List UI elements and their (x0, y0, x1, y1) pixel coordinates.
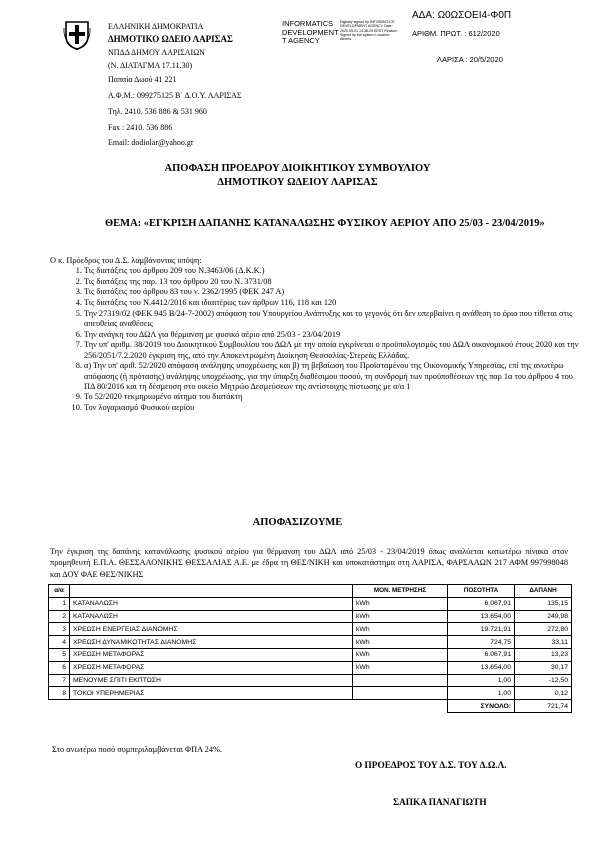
list-item: 10. Τον λογαριασμό Φυσικού αερίου (84, 403, 584, 414)
cell-cost: 249,98 (515, 610, 572, 623)
list-item: 1. Τις διατάξεις του άρθρου 209 του Ν.3463/06 (Δ.Κ.Κ.) (84, 266, 584, 277)
header-decree: (Ν. ΔΙΑΤΑΓΜΑ 17.11.30) (108, 61, 193, 70)
table-row (49, 636, 572, 649)
document-title-line2: ΔΗΜΟΤΙΚΟΥ ΩΔΕΙΟΥ ΛΑΡΙΣΑΣ (217, 177, 378, 188)
table-total-row (49, 700, 572, 713)
cell-quantity: 6.067,91 (448, 597, 515, 610)
digital-signature-details: Digitally signed by INFORMATICS DEVELOPMENT AGENCY Date: 2020.05.21 14:38:29 EEST Reason: Signed by the system Location: Athens (340, 20, 398, 42)
cell-unit: kWh (353, 661, 448, 674)
cell-quantity: 6.067,91 (448, 648, 515, 661)
considerations-list (50, 266, 584, 414)
table-row (49, 648, 572, 661)
intro-text: Ο κ. Πρόεδρος του Δ.Σ. λαμβάνοντας υπόψη: (50, 256, 202, 265)
list-item: 4. Τις διατάξεις του Ν.4412/2016 και ιδιαιτέρως των άρθρων 116, 118 και 120 (84, 298, 584, 309)
header-address: Παπαία Δωού 41 221 (108, 75, 177, 84)
list-item: 2. Τις διατάξεις της παρ. 13 του άρθρου 20 του Ν. 3731/08 (84, 277, 584, 288)
list-item: 6. Την ανάγκη του ΔΩΛ για θέρμανση με φυσικό αέριο από 25/03 - 23/04/2019 (84, 330, 584, 341)
list-item: 7. Την υπ' αριθμ. 38/2019 του Διοικητικού Συμβουλίου του ΔΩΛ με την οποία εγκρίνεται ο προϋπολογισμός του ΔΩΛ οικονομικού έτους 2020 και την 256/2051/7.2.2020 έγκριση της, από την Αποκεντρωμένη Διοίκηση Θεσσαλίας-Στερεάς Ελλάδας. (84, 340, 584, 361)
cell-description: ΚΑΤΑΝΑΛΩΣΗ (70, 610, 353, 623)
list-item: 9. Το 52/2020 τεκμηριωμένο αίτημα του διατάκτη (84, 392, 584, 403)
cell-index: 1 (49, 597, 70, 610)
table-row (49, 674, 572, 687)
header-phone: Τηλ. 2410. 536 886 & 531 960 (108, 107, 207, 116)
total-value: 721,74 (515, 700, 572, 713)
cell-quantity: 13.654,00 (448, 610, 515, 623)
table-row (49, 610, 572, 623)
list-item: 5. Την 27319/02 (ΦΕΚ 945 Β/24-7-2002) απόφαση του Υπουργείου Ανάπτυξης και το γεγονός ότι δεν υπερβαίνει η ανάθεση το όριο που τίθεται στις απευθείας αναθέσεις (84, 309, 584, 330)
cell-description: ΧΡΕΩΣΗ ΜΕΤΑΦΟΡΑΣ (70, 648, 353, 661)
ada-code: ΑΔΑ: Ω0ΩΣΟΕΙ4-Φ0Π (412, 10, 512, 21)
cell-quantity: 19.721,91 (448, 623, 515, 636)
cell-description: ΜΕΝΟΥΜΕ ΣΠΙΤΙ ΕΚΠΤΩΣΗ (70, 674, 353, 687)
table-row (49, 597, 572, 610)
cell-quantity: 13.654,00 (448, 661, 515, 674)
cell-cost: -12,50 (515, 674, 572, 687)
cell-unit: kWh (353, 623, 448, 636)
header-tax-id: Α.Φ.Μ.: 099275125 Β΄ Δ.Ο.Υ. ΛΑΡΙΣΑΣ (108, 91, 242, 100)
cell-unit: kWh (353, 636, 448, 649)
cell-quantity: 1,00 (448, 674, 515, 687)
header-republic: ΕΛΛΗΝΙΚΗ ΔΗΜΟΚΡΑΤΙΑ (108, 22, 204, 31)
list-item: 3. Τις διατάξεις του άρθρου 83 του ν. 2362/1995 (ΦΕΚ 247 Α) (84, 287, 584, 298)
cell-index: 2 (49, 610, 70, 623)
protocol-number: ΑΡΙΘΜ. ΠΡΩΤ. : 612/2020 (412, 29, 500, 38)
col-header-unit: ΜΟΝ. ΜΕΤΡΗΣΗΣ (353, 585, 448, 598)
decision-paragraph: Την έγκριση της δαπάνης κατανάλωσης φυσικού αερίου για θέρμανση του ΔΩΛ από 25/03 - 23/04/2019 όπως αναλύεται κατωτέρω πίνακα στον προμηθευτή Ε.Π.Α. ΘΕΣΣΑΛΟΝΙΚΗΣ ΘΕΣΣΑΛΙΑΣ Α.Ε. με έδρα τη ΘΕΣ/ΝΙΚΗ και υποκατάστημα στη ΛΑΡΙΣΑ, ΦΑΡΣΑΛΩΝ 217 ΑΦΜ 997998048 και ΔΟΥ ΦΑΕ ΘΕΣ/ΝΙΚΗΣ (50, 547, 568, 579)
table-row (49, 623, 572, 636)
cell-index: 8 (49, 687, 70, 700)
cell-cost: 0,12 (515, 687, 572, 700)
cost-table (48, 584, 572, 713)
cell-index: 3 (49, 623, 70, 636)
signer-name: ΣΑΠΚΑ ΠΑΝΑΓΙΩΤΗ (393, 798, 487, 808)
col-header-quantity: ΠΟΣΟΤΗΤΑ (448, 585, 515, 598)
table-row (49, 661, 572, 674)
cell-index: 4 (49, 636, 70, 649)
cell-unit (353, 674, 448, 687)
greek-emblem-icon (63, 20, 91, 50)
cell-quantity: 724,75 (448, 636, 515, 649)
cell-index: 5 (49, 648, 70, 661)
cell-index: 7 (49, 674, 70, 687)
cell-description: ΚΑΤΑΝΑΛΩΣΗ (70, 597, 353, 610)
cell-description: ΤΟΚΟΙ ΥΠΕΡΗΜΕΡΙΑΣ (70, 687, 353, 700)
cell-unit (353, 687, 448, 700)
cell-unit: kWh (353, 648, 448, 661)
col-header-cost: ΔΑΠΑΝΗ (515, 585, 572, 598)
total-label: ΣΥΝΟΛΟ: (448, 700, 515, 713)
cell-description: ΧΡΕΩΣΗ ΔΥΝΑΜΙΚΟΤΗΤΑΣ ΔΙΑΝΟΜΗΣ (70, 636, 353, 649)
cell-description: ΧΡΕΩΣΗ ΕΝΕΡΓΕΙΑΣ ΔΙΑΝΟΜΗΣ (70, 623, 353, 636)
vat-note: Στο ανωτέρω ποσό συμπεριλαμβάνεται ΦΠΑ 24%. (52, 745, 222, 754)
table-row (49, 687, 572, 700)
president-label: Ο ΠΡΟΕΔΡΟΣ ΤΟΥ Δ.Σ. ΤΟΥ Δ.Ω.Λ. (355, 761, 507, 771)
cell-cost: 30,17 (515, 661, 572, 674)
header-legal-entity: ΝΠΔΔ ΔΗΜΟΥ ΛΑΡΙΣΑΙΩΝ (108, 48, 205, 57)
cell-index: 6 (49, 661, 70, 674)
cell-unit: kWh (353, 597, 448, 610)
header-fax: Fax : 2410. 536 886 (108, 123, 173, 132)
cell-unit: kWh (353, 610, 448, 623)
header-org-name: ΔΗΜΟΤΙΚΟ ΩΔΕΙΟ ΛΑΡΙΣΑΣ (108, 34, 233, 44)
cell-cost: 13,23 (515, 648, 572, 661)
cell-quantity: 1,00 (448, 687, 515, 700)
header-email[interactable]: Email: dodiolar@yahoo.gr (108, 138, 194, 147)
col-header-index: α/α (49, 585, 70, 598)
table-header-row (49, 585, 572, 598)
document-date: ΛΑΡΙΣΑ : 20/5/2020 (437, 55, 503, 64)
col-header-description (70, 585, 353, 598)
digital-signature-agency: INFORMATICS DEVELOPMENT T AGENCY (282, 19, 339, 45)
document-subject: ΘΕΜΑ: «ΕΓΚΡΙΣΗ ΔΑΠΑΝΗΣ ΚΑΤΑΝΑΛΩΣΗΣ ΦΥΣΙΚΟΥ ΑΕΡΙΟΥ ΑΠΟ 25/03 - 23/04/2019» (105, 218, 545, 229)
cell-description: ΧΡΕΩΣΗ ΜΕΤΑΦΟΡΑΣ (70, 661, 353, 674)
cell-cost: 272,80 (515, 623, 572, 636)
document-title-line1: ΑΠΟΦΑΣΗ ΠΡΟΕΔΡΟΥ ΔΙΟΙΚΗΤΙΚΟΥ ΣΥΜΒΟΥΛΙΟΥ (164, 163, 431, 174)
cell-cost: 33,11 (515, 636, 572, 649)
decision-heading: ΑΠΟΦΑΣΙΖΟΥΜΕ (252, 517, 343, 528)
cell-cost: 135,15 (515, 597, 572, 610)
list-item: 8. α) Την υπ' αριθ. 52/2020 απόφαση ανάληψης υποχρέωσης και β) τη βεβαίωση του Προϊσταμένου της Οικονομικής Υπηρεσίας, επί της ανωτέρω απόφασης (ή πρότασης) ανάληψης υποχρέωσης, για την ύπαρξη διαθέσιμου ποσού, τη συνδρομή των προϋποθέσεων της παρ 1α του άρθρου 4 του ΠΔ 80/2016 και τη δέσμευση στο οικείο Μητρώο Δεσμεύσεων της αντίστοιχης πίστωσης με α/α 1 (84, 361, 584, 392)
